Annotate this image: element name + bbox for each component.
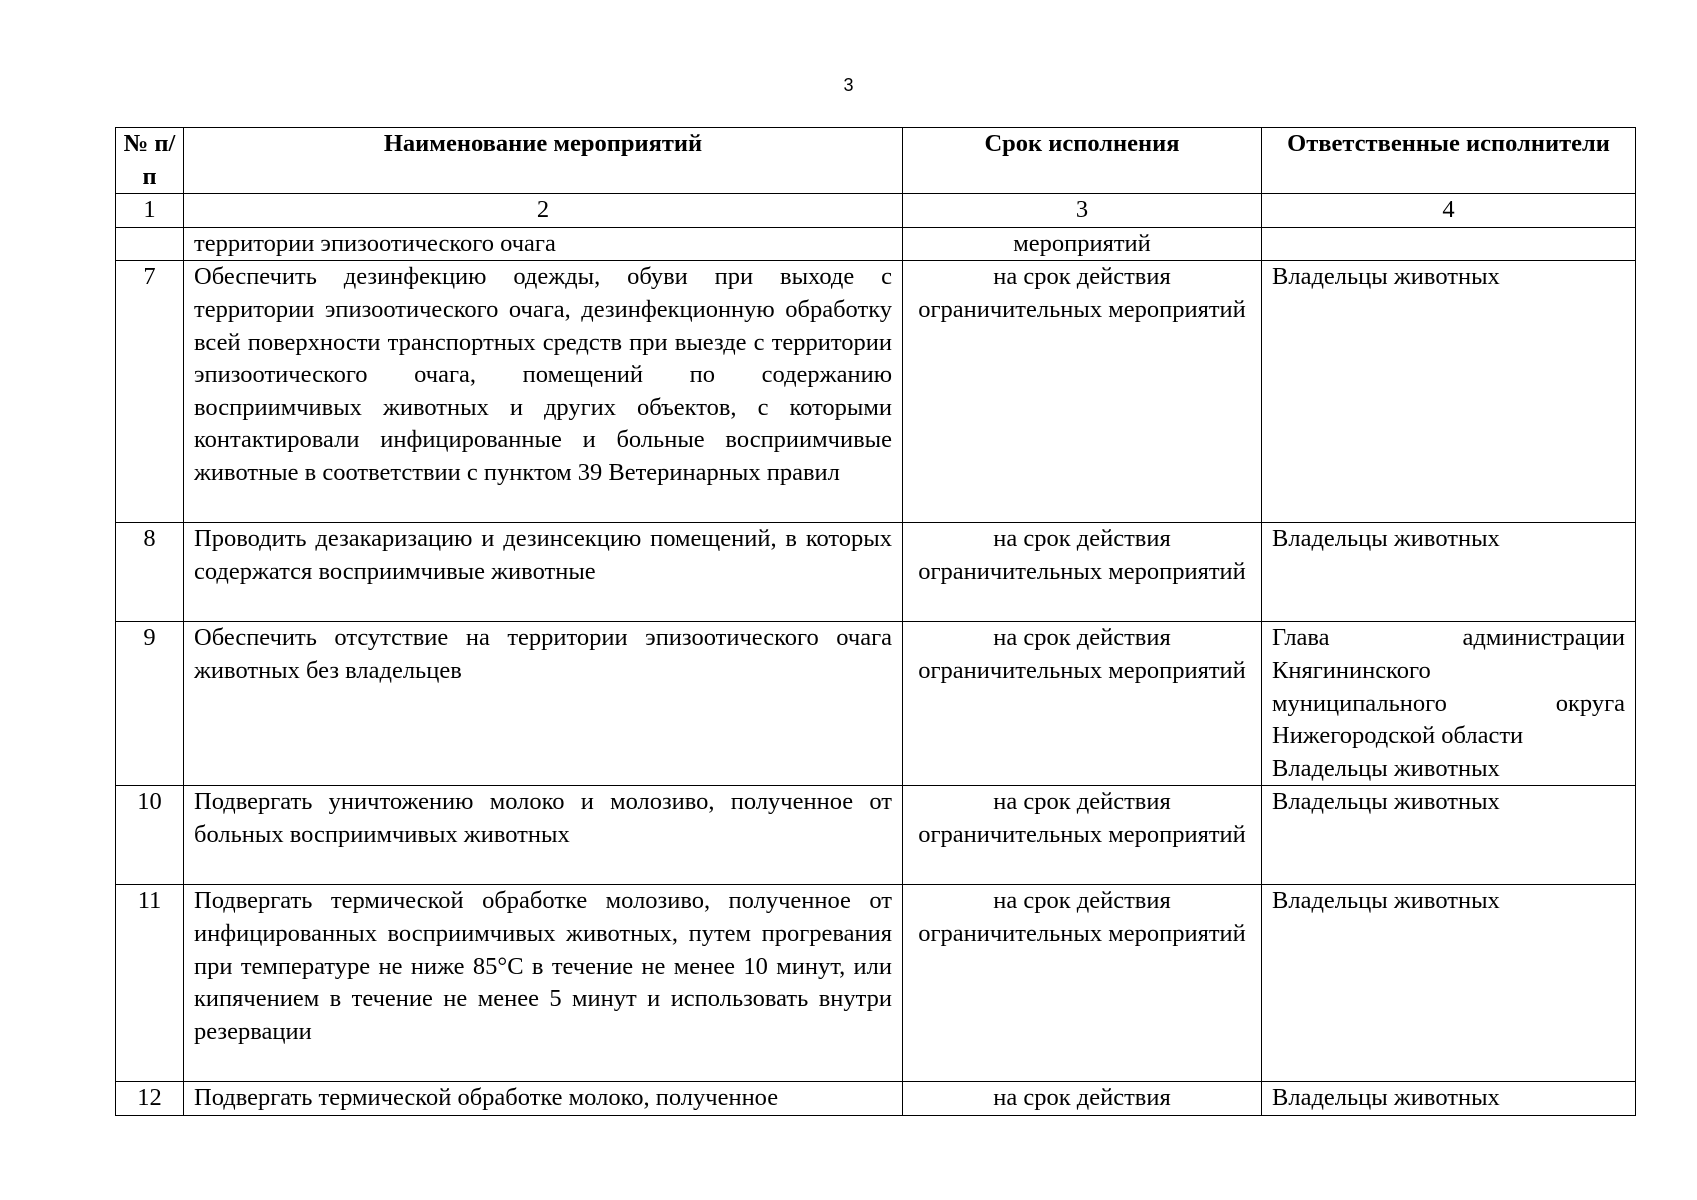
table-row (116, 786, 1636, 885)
row-responsible: Владельцы животных (1262, 261, 1636, 523)
row-measure: Обеспечить дезинфекцию одежды, обуви при выходе с территории эпизоотического очага, дезинфекционную обработку всей поверхности транспортных средств при выезде с территории эпизоотического очага, помещений по содержанию восприимчивых животных и других объектов, с которыми контактировали инфицированные и больные восприимчивые животные в соответствии с пунктом 39 Ветеринарных правил (184, 261, 903, 523)
row-measure: Подвергать термической обработке молозиво, полученное от инфицированных восприимчивых животных, путем прогревания при температуре не ниже 85°C в течение не менее 10 минут, или кипячением в течение не менее 5 минут и использовать внутри резервации (184, 885, 903, 1082)
table-row (116, 523, 1636, 622)
row-responsible: Владельцы животных (1262, 523, 1636, 622)
row-term: на срок действия ограничительных мероприятий (903, 523, 1262, 622)
row-num (116, 227, 184, 261)
row-responsible: Владельцы животных (1262, 1082, 1636, 1116)
row-measure: Подвергать термической обработке молоко, полученное (184, 1082, 903, 1116)
column-number: 2 (184, 194, 903, 228)
row-responsible: Владельцы животных (1262, 786, 1636, 885)
row-num: 7 (116, 261, 184, 523)
table-row (116, 622, 1636, 786)
row-responsible (1262, 227, 1636, 261)
table-row (116, 1082, 1636, 1116)
header-term: Срок исполнения (903, 128, 1262, 194)
row-responsible: Владельцы животных (1262, 885, 1636, 1082)
responsible-line: Княгининского (1272, 656, 1431, 684)
responsible-line: Нижегородской области (1272, 722, 1524, 750)
responsible-line: Глава администрации (1272, 624, 1625, 652)
row-measure: территории эпизоотического очага (184, 227, 903, 261)
row-term: мероприятий (903, 227, 1262, 261)
row-term: на срок действия ограничительных мероприятий (903, 786, 1262, 885)
measures-table (115, 127, 1636, 1116)
row-num: 8 (116, 523, 184, 622)
row-num: 9 (116, 622, 184, 786)
row-term: на срок действия ограничительных мероприятий (903, 885, 1262, 1082)
row-num: 11 (116, 885, 184, 1082)
column-number: 1 (116, 194, 184, 228)
column-number: 4 (1262, 194, 1636, 228)
row-measure: Подвергать уничтожению молоко и молозиво, полученное от больных восприимчивых животных (184, 786, 903, 885)
row-num: 10 (116, 786, 184, 885)
row-measure: Обеспечить отсутствие на территории эпизоотического очага животных без владельцев (184, 622, 903, 786)
row-term: на срок действия ограничительных мероприятий (903, 261, 1262, 523)
header-num: № п/п (116, 128, 184, 194)
row-term: на срок действия ограничительных мероприятий (903, 622, 1262, 786)
page-number: 3 (843, 75, 854, 95)
column-numbers-row (116, 194, 1636, 228)
table-row (116, 261, 1636, 523)
table-row-continuation (116, 227, 1636, 261)
row-responsible (1262, 622, 1636, 786)
column-number: 3 (903, 194, 1262, 228)
table-row (116, 885, 1636, 1082)
header-name: Наименование мероприятий (184, 128, 903, 194)
row-measure: Проводить дезакаризацию и дезинсекцию помещений, в которых содержатся восприимчивые животные (184, 523, 903, 622)
responsible-line: Владельцы животных (1272, 754, 1500, 782)
row-term: на срок действия (903, 1082, 1262, 1116)
row-num: 12 (116, 1082, 184, 1116)
header-responsible: Ответственные исполнители (1262, 128, 1636, 194)
table-header-row (116, 128, 1636, 194)
responsible-line: муниципального округа (1272, 689, 1625, 717)
